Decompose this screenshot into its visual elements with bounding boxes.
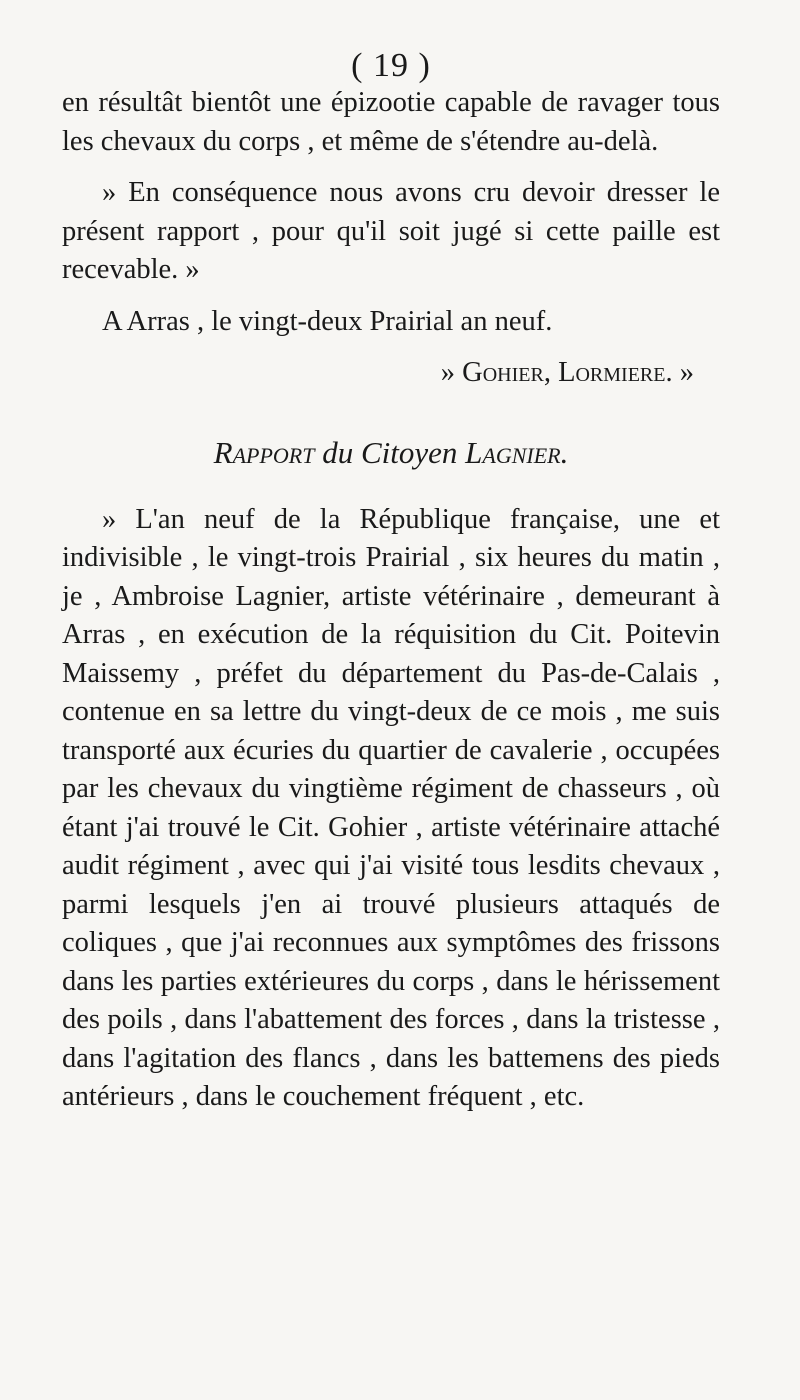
page-number: ( 19 ) <box>351 47 431 84</box>
signature-open-quote: » <box>440 357 456 388</box>
signature-gohier: Gohier <box>462 357 544 388</box>
signature-separator: , <box>543 357 551 388</box>
heading-word-lagnier: Lagnier <box>465 434 561 470</box>
section-heading <box>62 433 720 473</box>
signature-close-quote: . » <box>665 357 694 388</box>
place-date-line: A Arras , le vingt-deux Prairial an neuf. <box>102 305 553 337</box>
signature-line <box>62 354 694 393</box>
report-paragraph: » L'an neuf de la République française, une et indivisible , le vingt-trois Prairial , six heures du matin , je , Ambroise Lagnier, artiste vétérinaire , demeurant à Arras , en exécution de la réquisition du Cit. Poitevin Maissemy , préfet du département du Pas-de-Calais , contenue en sa lettre du vingt-deux de ce mois , me suis transporté aux écuries du quartier de cavalerie , occupées par les chevaux du vingtième régiment de chasseurs , où étant j'ai trouvé le Cit. Gohier , artiste vétérinaire attaché audit régiment , avec qui j'ai visité tous lesdits chevaux , parmi lesquels j'en ai trouvé plusieurs attaqués de coliques , que j'ai reconnues aux symptômes des frissons dans les parties extérieures du corps , dans le hérissement des poils , dans l'abattement des forces , dans la tristesse , dans l'agitation des flancs , dans les battemens des pieds antérieurs , dans le couchement fréquent , etc. <box>62 503 720 1112</box>
continuation-paragraph: en résultât bientôt une épizootie capable de ravager tous les chevaux du corps , et même de s'étendre au-delà. <box>62 87 720 157</box>
heading-end-punct: . <box>560 434 569 470</box>
consequence-paragraph: » En conséquence nous avons cru devoir dresser le présent rapport , pour qu'il soit jugé si cette paille est recevable. » <box>62 177 720 285</box>
heading-word-rapport: Rapport <box>213 434 315 470</box>
heading-word-du-citoyen: du Citoyen <box>322 434 458 470</box>
signature-lormiere: Lormiere <box>558 357 666 388</box>
